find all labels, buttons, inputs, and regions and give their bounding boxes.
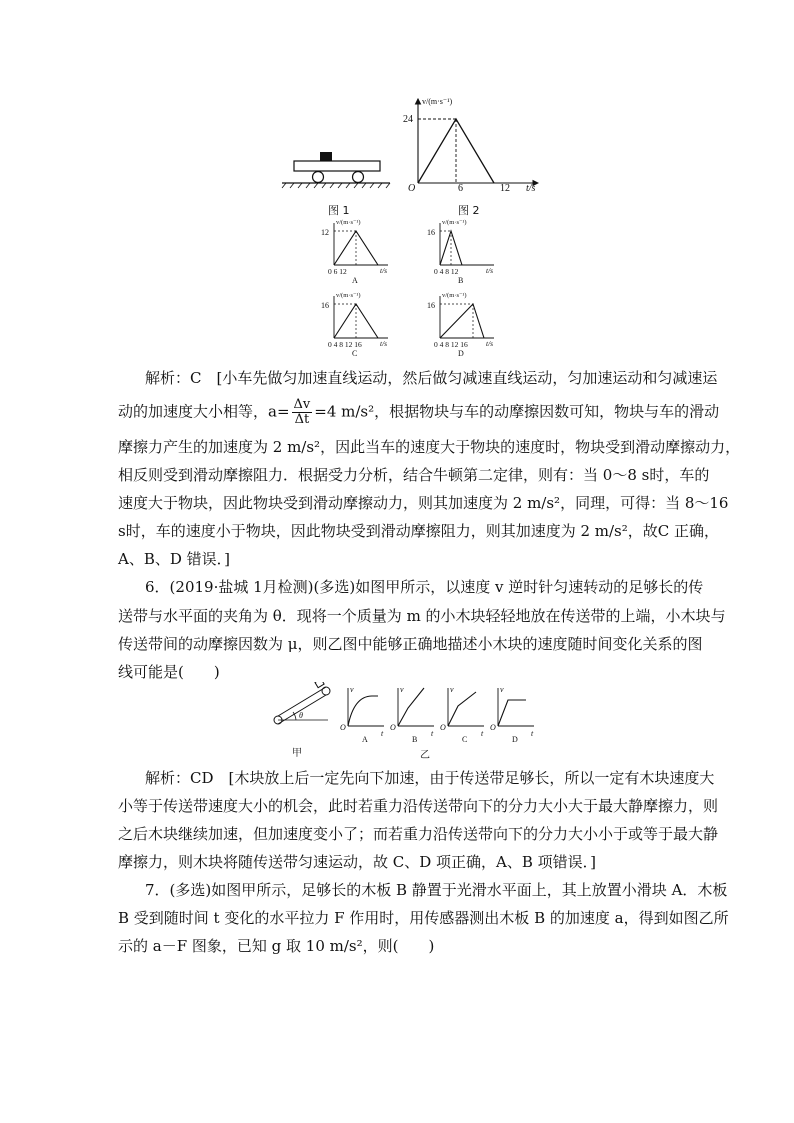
fig6-origin: O	[490, 723, 496, 732]
fig2-plot	[418, 119, 494, 183]
theta-label: θ	[299, 711, 303, 720]
fig6-axis-v: v	[350, 685, 354, 694]
option-graph-d	[418, 288, 508, 358]
fig6-graph-c	[440, 685, 484, 744]
fig6-curve	[498, 700, 526, 726]
fig6-axis-t: t	[431, 729, 434, 738]
cart-wheel-left	[313, 172, 324, 183]
opt-y-axis-label: v/(m·s⁻¹)	[336, 292, 361, 299]
opt-x-axis-label: t/s	[380, 339, 388, 348]
analysis5-line2-post: =4 m/s²，根据物块与车的动摩擦因数可知，物块与车的滑动	[314, 402, 720, 421]
analysis5-line1: 解析：C [小车先做匀加速直线运动，然后做匀减速直线运动，匀加速运动和匀减速运	[145, 369, 718, 387]
figure1-cart	[278, 145, 398, 190]
opt-y-axis-label: v/(m·s⁻¹)	[336, 219, 361, 226]
analysis5-line7: A、B、D 错误．]	[118, 550, 231, 568]
caption-fig2: 图 2	[458, 204, 480, 217]
q6-line1: 6．(2019·盐城 1月检测)(多选)如图甲所示，以速度 v 逆时针匀速转动的足够长的传	[145, 578, 704, 596]
fig6-axis-v: v	[450, 685, 454, 694]
fig2-y-axis-label: v/(m·s⁻¹)	[422, 97, 453, 106]
opt-y-tick: 16	[321, 301, 329, 310]
fig6-option-label: B	[412, 735, 418, 744]
fig6-curve	[348, 696, 378, 726]
q7-line1: 7．(多选)如图甲所示，足够长的木板 B 静置于光滑水平面上，其上放置小滑块 A．木板	[145, 881, 728, 899]
opt-x-axis-label: t/s	[486, 266, 494, 275]
fig6-axis-t: t	[531, 729, 534, 738]
opt-y-axis-label: v/(m·s⁻¹)	[442, 292, 467, 299]
opt-velocity-line	[440, 304, 484, 338]
opt-x-ticks: 0 6 12	[328, 267, 347, 276]
fig6-curve	[448, 692, 476, 726]
analysis6-line4: 摩擦力，则木块将随传送带匀速运动，故 C、D 项正确，A、B 项错误．]	[118, 853, 597, 871]
fig2-x-axis-label: t/s	[526, 183, 536, 194]
fig6-option-label: C	[462, 735, 468, 744]
option-graph-b	[418, 215, 508, 285]
q7-line2: B 受到随时间 t 变化的水平拉力 F 作用时，用传感器测出木板 B 的加速度 a，得到如图乙所	[118, 909, 729, 927]
opt-y-tick: 12	[321, 228, 329, 237]
fig6-graph-b	[390, 685, 434, 744]
analysis6-line3: 之后木块继续加速，但加速度变小了；而若重力沿传送带向下的分力大小小于或等于最大静	[118, 825, 719, 843]
analysis6-line2: 小等于传送带速度大小的机会，此时若重力沿传送带向下的分力大小大于最大静摩擦力，则	[118, 797, 719, 815]
cart-block	[320, 152, 332, 161]
fig6-axis-v: v	[500, 685, 504, 694]
fig6-origin: O	[340, 723, 346, 732]
fig2-x-tick-2: 12	[500, 183, 510, 194]
caption-fig1: 图 1	[328, 204, 350, 217]
opt-y-tick: 16	[427, 301, 435, 310]
fig6-axis-t: t	[381, 729, 384, 738]
opt-x-ticks: 0 4 8 12 16	[328, 340, 362, 349]
opt-label: D	[458, 349, 464, 358]
q6-line4: 线可能是( )	[118, 663, 220, 681]
fraction-denominator: Δt	[294, 412, 310, 427]
fig6-option-label: D	[512, 735, 518, 744]
opt-x-axis-label: t/s	[486, 339, 494, 348]
q6-line3: 传送带间的动摩擦因数为 μ，则乙图中能够正确地描述小木块的速度随时间变化关系的图	[118, 635, 703, 653]
option-graph-a	[312, 215, 402, 285]
fraction-numerator: Δv	[293, 397, 311, 412]
fig6-graph-d	[490, 685, 534, 744]
opt-x-axis-label: t/s	[380, 266, 388, 275]
option-graph-c	[312, 288, 402, 358]
analysis5-line4: 相反则受到滑动摩擦阻力．根据受力分析，结合牛顿第二定律，则有：当 0～8 s时，车的	[118, 466, 710, 484]
figure6-conveyor	[268, 682, 548, 762]
opt-y-tick: 16	[427, 228, 435, 237]
cart-body	[294, 161, 380, 171]
opt-label: C	[352, 349, 358, 358]
fig6-graph-a	[340, 685, 384, 744]
opt-x-ticks: 0 4 8 12	[434, 267, 459, 276]
label-jia: 甲	[292, 748, 302, 759]
fig6-axis-v: v	[400, 685, 404, 694]
analysis5-line2	[118, 397, 720, 427]
q7-line3: 示的 a－F 图象，已知 g 取 10 m/s²，则( )	[118, 937, 435, 955]
incline-belt	[274, 682, 330, 724]
analysis5-line6: s时，车的速度小于物块，因此物块受到滑动摩擦阻力，则其加速度为 2 m/s²，故C 正确，	[118, 522, 720, 540]
fig6-axis-t: t	[481, 729, 484, 738]
analysis6-line1: 解析：CD [木块放上后一定先向下加速，由于传送带足够长，所以一定有木块速度大	[145, 769, 715, 787]
opt-y-axis-label: v/(m·s⁻¹)	[442, 219, 467, 226]
label-yi: 乙	[420, 750, 430, 761]
opt-x-ticks: 0 4 8 12 16	[434, 340, 468, 349]
analysis5-line2-pre: 动的加速度大小相等，a=	[118, 402, 290, 421]
q6-line2: 送带与水平面的夹角为 θ．现将一个质量为 m 的小木块轻轻地放在传送带的上端，小木块与	[118, 607, 726, 625]
fig6-origin: O	[390, 723, 396, 732]
fig2-x-tick-1: 6	[458, 183, 463, 194]
fig2-origin: O	[408, 183, 416, 194]
analysis5-line3: 摩擦力产生的加速度为 2 m/s²，因此当车的速度大于物块的速度时，物块受到滑动摩擦动力，	[118, 438, 741, 456]
figure2-vt-graph	[398, 95, 548, 195]
analysis5-line5: 速度大于物块，因此物块受到滑动摩擦动力，则其加速度为 2 m/s²，同理，可得：当 8～16	[118, 494, 729, 512]
fig6-option-label: A	[362, 735, 368, 744]
cart-wheel-right	[353, 172, 364, 183]
opt-label: A	[352, 276, 358, 285]
opt-label: B	[458, 276, 464, 285]
fig6-origin: O	[440, 723, 446, 732]
fig2-y-tick: 24	[403, 114, 413, 125]
acceleration-fraction	[292, 398, 313, 427]
fig6-graphs	[340, 685, 534, 744]
